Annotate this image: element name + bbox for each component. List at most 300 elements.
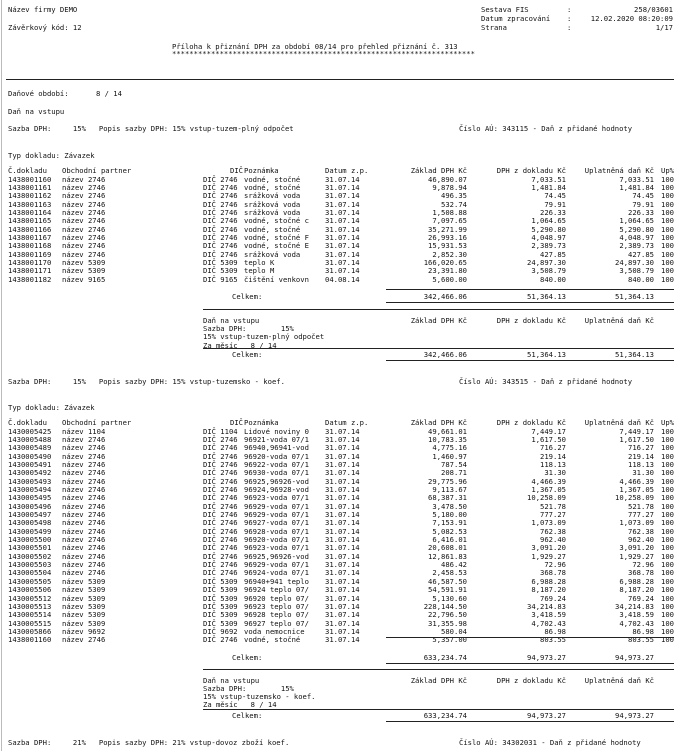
cell-claimed: 6,988.28 — [619, 576, 654, 586]
cell-date: 31.07.14 — [325, 526, 360, 536]
cell-pct: 100 — [661, 459, 674, 469]
cell-date: 31.07.14 — [325, 174, 360, 184]
cell-doc: 1430005506 — [8, 585, 52, 595]
cell-note: Lidové noviny 0 — [244, 426, 309, 436]
cell-partner: název 2746 — [62, 551, 106, 561]
cell-date: 31.07.14 — [325, 266, 360, 276]
cell-base: 46,587.50 — [428, 576, 467, 586]
cell-claimed: 769.24 — [628, 593, 654, 603]
closing-code: Závěrkový kód: 12 — [8, 23, 82, 32]
cell-claimed: 3,508.79 — [619, 266, 654, 276]
cell-claimed: 521.78 — [628, 501, 654, 511]
report-title: Příloha k přiznání DPH za období 08/14 pro přehled přiznání č. 313 — [172, 42, 458, 51]
cell-base: 5,130.60 — [432, 593, 467, 603]
cell-base: 7,153.91 — [432, 518, 467, 528]
cell-base: 35,271.99 — [428, 224, 467, 234]
sec1-sum-col-claimed: Uplatněná daň Kč — [584, 316, 654, 325]
cell-dic: DIČ 2746 — [203, 543, 238, 553]
cell-partner: název 2746 — [62, 560, 106, 570]
cell-note: vodné, stočné c — [244, 216, 309, 226]
cell-pct: 100 — [661, 585, 674, 595]
sec3-account-line: Číslo AÚ: 34302031 - Daň z přidané hodnoty — [459, 738, 641, 747]
cell-date: 31.07.14 — [325, 585, 360, 595]
sec2-total-claimed: 94,973.27 — [615, 653, 654, 662]
cell-note: vodné, stočné — [244, 635, 301, 645]
cell-pct: 100 — [661, 434, 674, 444]
cell-pct: 100 — [661, 241, 674, 251]
cell-dic: DIČ 2746 — [203, 199, 238, 209]
cell-claimed: 7,449.17 — [619, 426, 654, 436]
cell-partner: název 5309 — [62, 258, 106, 267]
cell-dph-doc: 4,702.43 — [531, 618, 566, 628]
cell-date: 31.07.14 — [325, 241, 360, 251]
cell-note: srážková voda — [244, 191, 301, 201]
cell-doc: 1430005513 — [8, 601, 52, 611]
cell-base: 5,082.53 — [432, 526, 467, 536]
cell-base: 1,460.97 — [432, 451, 467, 461]
cell-base: 54,591.91 — [428, 585, 467, 595]
cell-dph-doc: 7,033.51 — [531, 174, 566, 184]
cell-dph-doc: 1,929.27 — [531, 551, 566, 561]
cell-pct: 100 — [661, 568, 674, 578]
cell-dph-doc: 521.78 — [540, 501, 566, 511]
sec2-total-line — [386, 637, 674, 638]
cell-date: 31.07.14 — [325, 216, 360, 226]
cell-dic: DIČ 5309 — [203, 601, 238, 611]
header-divider — [6, 79, 674, 80]
cell-pct: 100 — [661, 501, 674, 511]
cell-dic: DIČ 2746 — [203, 224, 238, 234]
cell-dph-doc: 10,258.09 — [527, 493, 566, 503]
sec1-sum-total-claimed: 51,364.13 — [615, 350, 654, 359]
cell-dph-doc: 803.55 — [540, 635, 566, 645]
cell-note: srážková voda — [244, 249, 301, 259]
cell-pct: 100 — [661, 174, 674, 184]
cell-pct: 100 — [661, 216, 674, 226]
cell-pct: 100 — [661, 443, 674, 453]
sec2-sum-total-line — [203, 709, 674, 710]
sec2-account-line: Číslo AÚ: 343515 - Daň z přidané hodnoty — [459, 377, 633, 386]
col-dph-doc: DPH z dokladu Kč — [496, 418, 566, 427]
cell-base: 26,993.16 — [428, 232, 467, 242]
col-note: Poznámka — [244, 166, 279, 175]
cell-pct: 100 — [661, 518, 674, 528]
cell-pct: 100 — [661, 224, 674, 234]
cell-dic: DIČ 2746 — [203, 518, 238, 528]
col-claimed: Uplatněná daň Kč — [584, 418, 654, 427]
cell-partner: název 5309 — [62, 618, 106, 628]
cell-partner: název 2746 — [62, 443, 106, 453]
sec1-sum-tax-in: Daň na vstupu — [203, 316, 260, 325]
cell-doc: 1430005503 — [8, 560, 52, 570]
cell-pct: 100 — [661, 543, 674, 553]
cell-doc: 1430005490 — [8, 451, 52, 461]
cell-claimed: 803.55 — [628, 635, 654, 645]
cell-claimed: 427.85 — [628, 249, 654, 259]
cell-base: 68,387.31 — [428, 493, 467, 503]
cell-doc: 1430005502 — [8, 551, 52, 561]
cell-pct: 100 — [661, 484, 674, 494]
cell-claimed: 716.27 — [628, 443, 654, 453]
cell-pct: 100 — [661, 601, 674, 611]
cell-note: 96928-voda 07/1 — [244, 526, 309, 536]
cell-pct: 100 — [661, 493, 674, 503]
cell-claimed: 79.91 — [632, 199, 654, 209]
cell-dic: DIČ 2746 — [203, 434, 238, 444]
sec1-summary-topline — [203, 309, 674, 310]
sec1-sum-total-underline — [386, 360, 674, 361]
cell-claimed: 74.45 — [632, 191, 654, 201]
cell-note: 96922-voda 07/1 — [244, 459, 309, 469]
cell-dic: DIČ 2746 — [203, 568, 238, 578]
cell-dph-doc: 6,988.28 — [531, 576, 566, 586]
cell-dph-doc: 24,897.30 — [527, 258, 566, 267]
cell-partner: název 1104 — [62, 426, 106, 436]
cell-pct: 100 — [661, 618, 674, 628]
cell-partner: název 5309 — [62, 593, 106, 603]
cell-dph-doc: 716.27 — [540, 443, 566, 453]
cell-partner: název 2746 — [62, 199, 106, 209]
cell-note: 96920 teplo 07/ — [244, 593, 309, 603]
cell-date: 31.07.14 — [325, 593, 360, 603]
cell-doc: 1430005495 — [8, 493, 52, 503]
sec1-sum-total-base: 342,466.06 — [423, 350, 467, 359]
cell-pct: 100 — [661, 207, 674, 217]
cell-note: 96923 teplo 07/ — [244, 601, 309, 611]
cell-dic: DIČ 9692 — [203, 626, 238, 636]
sec2-sum-total-label: Celkem: — [232, 711, 263, 720]
cell-date: 31.07.14 — [325, 551, 360, 561]
col-dic: DIČ — [230, 418, 243, 427]
cell-pct: 100 — [661, 182, 674, 192]
cell-doc: 1430005498 — [8, 518, 52, 528]
cell-doc: 1430005514 — [8, 610, 52, 620]
cell-base: 6,416.01 — [432, 535, 467, 545]
cell-note: 96925,96926-vod — [244, 476, 309, 486]
cell-dph-doc: 762.38 — [540, 526, 566, 536]
cell-claimed: 24,897.30 — [615, 258, 654, 267]
firm-name: Název firmy DEMO — [8, 5, 78, 14]
cell-partner: název 2746 — [62, 451, 106, 461]
cell-claimed: 840.00 — [628, 274, 654, 284]
cell-dph-doc: 4,048.97 — [531, 232, 566, 242]
cell-base: 9,878.94 — [432, 182, 467, 192]
cell-date: 31.07.14 — [325, 510, 360, 519]
cell-dic: DIČ 2746 — [203, 443, 238, 453]
cell-dph-doc: 840.00 — [540, 274, 566, 284]
page-value: 1/17 — [655, 23, 673, 32]
cell-doc: 1430005493 — [8, 476, 52, 486]
cell-date: 31.07.14 — [325, 518, 360, 528]
col-partner: Obchodní partner — [62, 166, 132, 175]
sec1-total-dph: 51,364.13 — [527, 292, 566, 301]
cell-doc: 1430005866 — [8, 626, 52, 636]
cell-claimed: 7,033.51 — [619, 174, 654, 184]
col-pct: Up% — [661, 166, 674, 175]
cell-dph-doc: 1,073.09 — [531, 518, 566, 528]
cell-base: 23,391.80 — [428, 266, 467, 276]
cell-dic: DIČ 1104 — [203, 426, 238, 436]
report-value: 258/03601 — [634, 5, 673, 14]
cell-partner: název 2746 — [62, 468, 106, 478]
cell-claimed: 34,214.83 — [615, 601, 654, 611]
cell-dph-doc: 31.30 — [544, 468, 566, 478]
cell-note: 96928 teplo 07/ — [244, 610, 309, 620]
cell-note: srážková voda — [244, 207, 301, 217]
cell-doc: 1430005492 — [8, 468, 52, 478]
cell-date: 31.07.14 — [325, 601, 360, 611]
cell-doc: 1430005500 — [8, 535, 52, 545]
cell-dph-doc: 72.96 — [544, 560, 566, 570]
cell-note: vodné, stočné E — [244, 241, 309, 251]
cell-date: 31.07.14 — [325, 443, 360, 453]
page-label: Strana — [481, 23, 507, 32]
cell-dic: DIČ 5309 — [203, 585, 238, 595]
cell-base: 208.71 — [441, 468, 467, 478]
cell-dic: DIČ 2746 — [203, 174, 238, 184]
cell-date: 31.07.14 — [325, 618, 360, 628]
cell-date: 31.07.14 — [325, 468, 360, 478]
cell-date: 31.07.14 — [325, 232, 360, 242]
cell-note: vodné, stočné — [244, 174, 301, 184]
sec2-total-underline — [386, 663, 674, 664]
cell-dic: DIČ 2746 — [203, 191, 238, 201]
sec1-total-line — [386, 289, 674, 290]
cell-partner: název 2746 — [62, 182, 106, 192]
cell-partner: název 2746 — [62, 216, 106, 226]
cell-base: 46,890.07 — [428, 174, 467, 184]
cell-partner: název 2746 — [62, 232, 106, 242]
cell-claimed: 86.98 — [632, 626, 654, 636]
cell-date: 31.07.14 — [325, 434, 360, 444]
cell-note: 96940+941 teplo — [244, 576, 309, 586]
cell-dic: DIČ 5309 — [203, 258, 238, 267]
cell-date: 31.07.14 — [325, 476, 360, 486]
sec2-sum-month: Za měsíc 8 / 14 — [203, 700, 277, 709]
cell-claimed: 3,091.20 — [619, 543, 654, 553]
cell-partner: název 5309 — [62, 610, 106, 620]
cell-note: 96927-voda 07/1 — [244, 518, 309, 528]
cell-note: 96927 teplo 07/ — [244, 618, 309, 628]
page-colon: : — [567, 23, 572, 32]
sec2-sum-total-base: 633,234.74 — [423, 711, 467, 720]
cell-note: voda nemocnice — [244, 626, 305, 636]
cell-pct: 100 — [661, 451, 674, 461]
col-base: Základ DPH Kč — [410, 166, 467, 175]
cell-partner: název 2746 — [62, 535, 106, 545]
tax-in-label: Daň na vstupu — [8, 107, 65, 116]
cell-doc: 1438001162 — [8, 191, 52, 201]
cell-claimed: 219.14 — [628, 451, 654, 461]
cell-doc: 1438001171 — [8, 266, 52, 276]
cell-date: 31.07.14 — [325, 258, 360, 267]
cell-note: 96929-voda 07/1 — [244, 501, 309, 511]
sec1-total-claimed: 51,364.13 — [615, 292, 654, 301]
cell-doc: 1430005488 — [8, 434, 52, 444]
cell-dph-doc: 226.33 — [540, 207, 566, 217]
cell-base: 49,661.01 — [428, 426, 467, 436]
cell-date: 31.07.14 — [325, 635, 360, 645]
sec2-total-base: 633,234.74 — [423, 653, 467, 662]
cell-pct: 100 — [661, 510, 674, 519]
cell-partner: název 5309 — [62, 576, 106, 586]
cell-pct: 100 — [661, 476, 674, 486]
col-claimed: Uplatněná daň Kč — [584, 166, 654, 175]
cell-note: 96924-voda 07/1 — [244, 568, 309, 578]
cell-claimed: 1,064.65 — [619, 216, 654, 226]
cell-doc: 1438001166 — [8, 224, 52, 234]
cell-dph-doc: 34,214.83 — [527, 601, 566, 611]
table-row — [0, 276, 680, 284]
cell-base: 787.54 — [441, 459, 467, 469]
cell-pct: 100 — [661, 551, 674, 561]
cell-date: 31.07.14 — [325, 182, 360, 192]
cell-note: 96925,96926-vod — [244, 551, 309, 561]
cell-dph-doc: 79.91 — [544, 199, 566, 209]
cell-dph-doc: 8,187.20 — [531, 585, 566, 595]
cell-date: 31.07.14 — [325, 626, 360, 636]
cell-claimed: 3,418.59 — [619, 610, 654, 620]
cell-doc: 1430005501 — [8, 543, 52, 553]
sec1-sum-col-dph: DPH z dokladu Kč — [496, 316, 566, 325]
col-doc: Č.dokladu — [8, 166, 47, 175]
cell-claimed: 4,048.97 — [619, 232, 654, 242]
cell-doc: 1430005504 — [8, 568, 52, 578]
cell-partner: název 2746 — [62, 434, 106, 444]
cell-note: 96929-voda 07/1 — [244, 560, 309, 570]
col-base: Základ DPH Kč — [410, 418, 467, 427]
cell-claimed: 5,290.80 — [619, 224, 654, 234]
sec2-sum-total-underline — [386, 721, 674, 722]
cell-date: 31.07.14 — [325, 484, 360, 494]
cell-dph-doc: 3,091.20 — [531, 543, 566, 553]
cell-pct: 100 — [661, 266, 674, 276]
cell-pct: 100 — [661, 199, 674, 209]
cell-pct: 100 — [661, 191, 674, 201]
cell-doc: 1430005489 — [8, 443, 52, 453]
cell-partner: název 2746 — [62, 501, 106, 511]
cell-dic: DIČ 2746 — [203, 241, 238, 251]
cell-dic: DIČ 2746 — [203, 484, 238, 494]
cell-dph-doc: 777.27 — [540, 510, 566, 519]
cell-claimed: 1,617.50 — [619, 434, 654, 444]
cell-base: 7,097.65 — [432, 216, 467, 226]
report-title-underline: ********************************************************************** — [172, 49, 475, 58]
sec3-rate-line: Sazba DPH: 21% Popis sazby DPH: 21% vstup-dovoz zboží koef. — [8, 738, 290, 747]
cell-dph-doc: 74.45 — [544, 191, 566, 201]
cell-pct: 100 — [661, 526, 674, 536]
sec1-sum-total-line — [203, 348, 674, 349]
cell-dph-doc: 3,508.79 — [531, 266, 566, 276]
cell-doc: 1430005496 — [8, 501, 52, 511]
cell-dph-doc: 962.40 — [540, 535, 566, 545]
sec1-total-underline — [386, 302, 674, 303]
col-note: Poznámka — [244, 418, 279, 427]
cell-date: 31.07.14 — [325, 543, 360, 553]
cell-note: teplo K — [244, 258, 275, 267]
cell-date: 31.07.14 — [325, 493, 360, 503]
sec2-summary-topline — [203, 669, 674, 670]
col-dph-doc: DPH z dokladu Kč — [496, 166, 566, 175]
cell-base: 22,796.50 — [428, 610, 467, 620]
cell-base: 166,020.65 — [423, 258, 467, 267]
cell-claimed: 31.30 — [632, 468, 654, 478]
cell-base: 5,600.00 — [432, 274, 467, 284]
cell-doc: 1438001163 — [8, 199, 52, 209]
cell-doc: 1430005491 — [8, 459, 52, 469]
cell-dph-doc: 86.98 — [544, 626, 566, 636]
sec1-sum-desc: 15% vstup-tuzem-plný odpočet — [203, 332, 325, 341]
cell-dic: DIČ 2746 — [203, 493, 238, 503]
cell-doc: 1438001164 — [8, 207, 52, 217]
report-colon: : — [567, 5, 572, 14]
cell-dic: DIČ 2746 — [203, 510, 238, 519]
cell-note: 96923-voda 07/1 — [244, 493, 309, 503]
cell-partner: název 2746 — [62, 241, 106, 251]
cell-claimed: 368.78 — [628, 568, 654, 578]
cell-note: čištění venkovn — [244, 274, 309, 284]
cell-partner: název 5309 — [62, 266, 106, 276]
cell-partner: název 2746 — [62, 568, 106, 578]
cell-partner: název 2746 — [62, 635, 106, 645]
cell-base: 12,861.83 — [428, 551, 467, 561]
cell-date: 31.07.14 — [325, 501, 360, 511]
cell-dic: DIČ 2746 — [203, 635, 238, 645]
cell-doc: 1438001161 — [8, 182, 52, 192]
cell-dph-doc: 219.14 — [540, 451, 566, 461]
col-doc: Č.dokladu — [8, 418, 47, 427]
cell-claimed: 4,466.39 — [619, 476, 654, 486]
cell-doc: 1438001169 — [8, 249, 52, 259]
cell-base: 5,357.00 — [432, 635, 467, 645]
cell-date: 31.07.14 — [325, 207, 360, 217]
cell-dph-doc: 1,481.84 — [531, 182, 566, 192]
cell-note: 96920-voda 07/1 — [244, 451, 309, 461]
cell-partner: název 2746 — [62, 518, 106, 528]
cell-pct: 100 — [661, 249, 674, 259]
sec1-column-header — [0, 167, 680, 175]
cell-partner: název 2746 — [62, 510, 106, 519]
sec2-sum-tax-in: Daň na vstupu — [203, 676, 260, 685]
cell-doc: 1438001160 — [8, 174, 52, 184]
cell-doc: 1438001170 — [8, 258, 52, 267]
cell-pct: 100 — [661, 535, 674, 545]
cell-partner: název 2746 — [62, 249, 106, 259]
cell-pct: 100 — [661, 426, 674, 436]
sec2-type-line: Typ dokladu: Závazek — [8, 403, 95, 412]
cell-dic: DIČ 5309 — [203, 266, 238, 276]
cell-pct: 100 — [661, 468, 674, 478]
period-value: 8 / 14 — [96, 89, 122, 98]
cell-note: vodné, stočné — [244, 224, 301, 234]
col-date: Datum z.p. — [325, 166, 369, 175]
processed-colon: : — [567, 14, 572, 23]
cell-partner: název 2746 — [62, 191, 106, 201]
cell-partner: název 9692 — [62, 626, 106, 636]
cell-dph-doc: 2,389.73 — [531, 241, 566, 251]
cell-dph-doc: 3,418.59 — [531, 610, 566, 620]
cell-doc: 1438001168 — [8, 241, 52, 251]
processed-label: Datum zpracování — [481, 14, 551, 23]
sec1-account-line: Číslo AÚ: 343115 - Daň z přidané hodnoty — [459, 124, 633, 133]
cell-dic: DIČ 2746 — [203, 551, 238, 561]
cell-dph-doc: 368.78 — [540, 568, 566, 578]
sec1-sum-rate: Sazba DPH: 15% — [203, 324, 294, 333]
cell-pct: 100 — [661, 610, 674, 620]
cell-claimed: 777.27 — [628, 510, 654, 519]
cell-dph-doc: 1,064.65 — [531, 216, 566, 226]
cell-doc: 1438001165 — [8, 216, 52, 226]
